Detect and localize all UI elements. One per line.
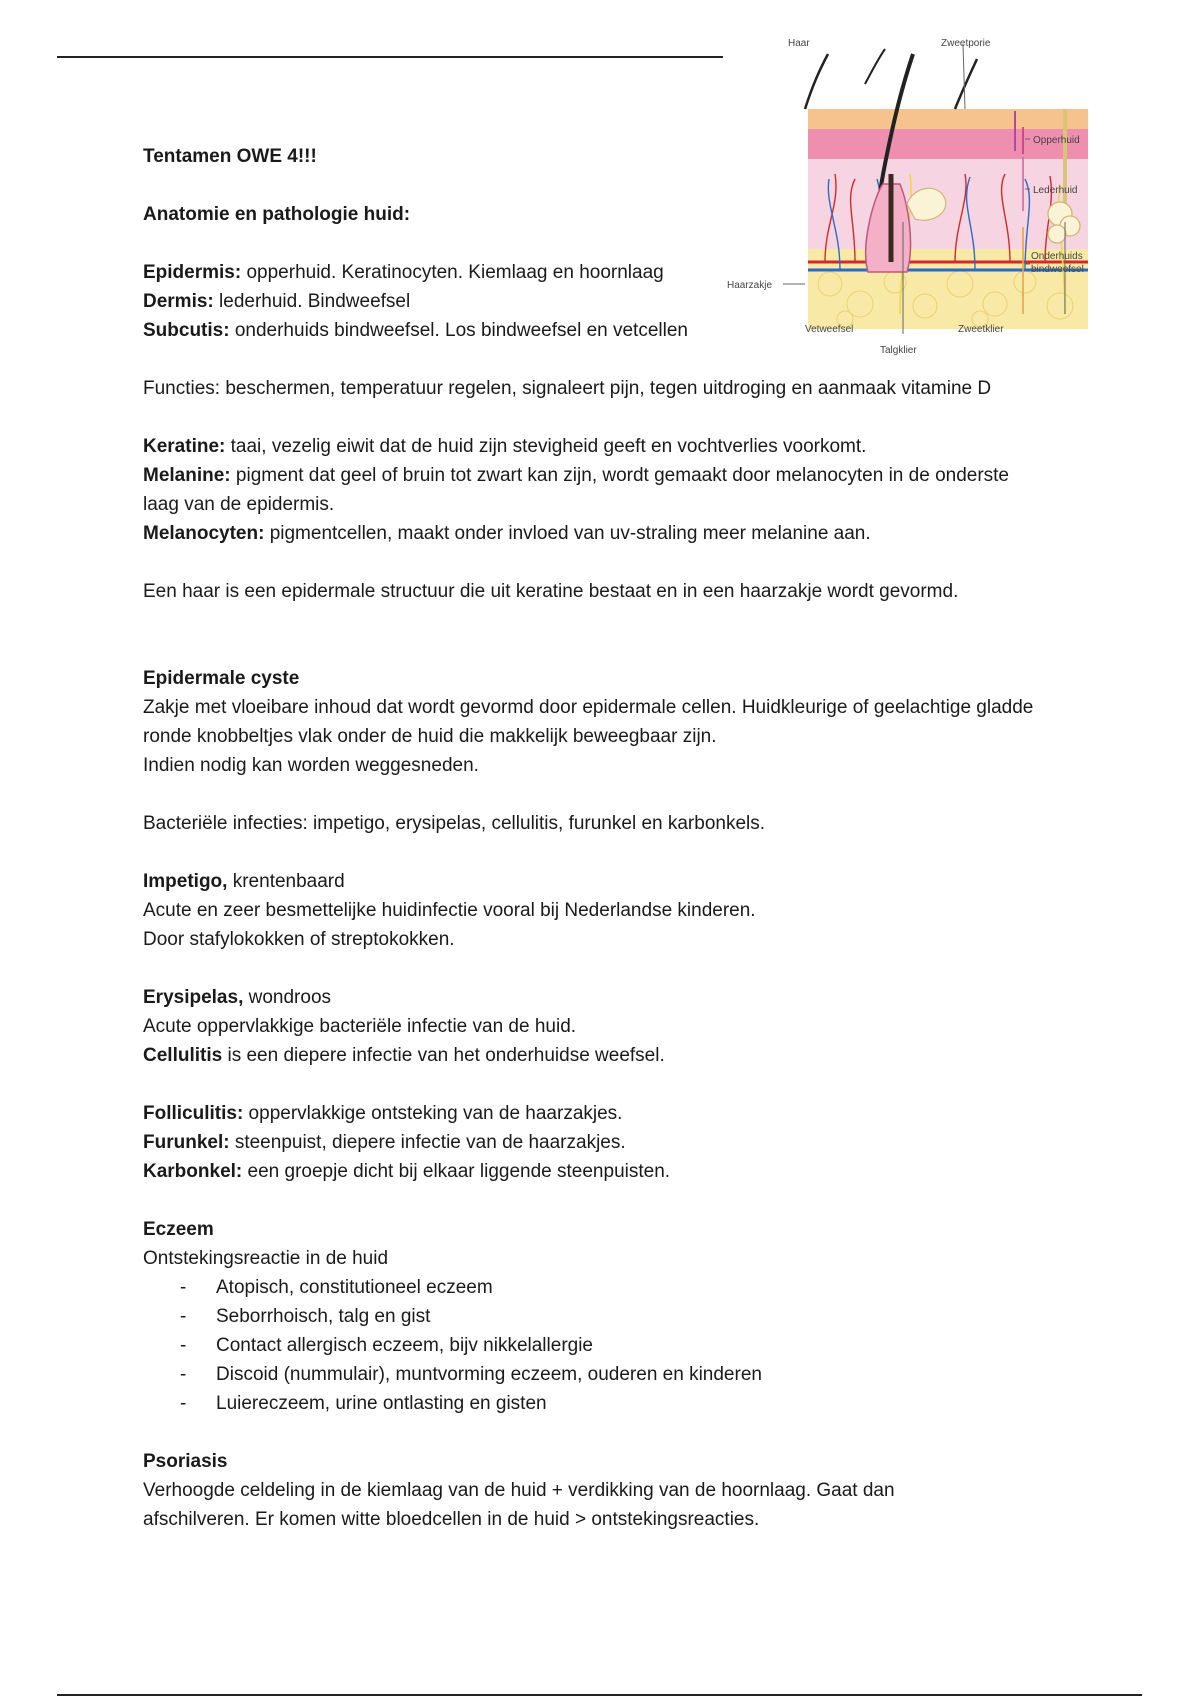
- list-item: - Discoid (nummulair), muntvorming eczeem, ouderen en kinderen: [143, 1360, 1143, 1389]
- top-rule: [57, 56, 723, 58]
- doc-subtitle: Anatomie en pathologie huid:: [143, 204, 411, 225]
- cyste-heading: Epidermale cyste: [143, 668, 300, 689]
- label-onderhuids-1: Onderhuids: [1031, 251, 1083, 262]
- eczeem-list: [143, 1273, 1143, 1418]
- def-karbonkel: Karbonkel: een groepje dicht bij elkaar liggende steenpuisten.: [143, 1161, 671, 1182]
- eczeem-heading: Eczeem: [143, 1219, 214, 1240]
- label-haarzakje: Haarzakje: [727, 280, 773, 291]
- list-item: - Luiereczeem, urine ontlasting en gisten: [143, 1389, 1143, 1418]
- layer-subcutis: Subcutis: onderhuids bindweefsel. Los bindweefsel en vetcellen: [143, 320, 688, 341]
- def-melanocyten: Melanocyten: pigmentcellen, maakt onder invloed van uv-straling meer melanine aan.: [143, 523, 871, 544]
- cyste-treatment: Indien nodig kan worden weggesneden.: [143, 755, 479, 776]
- label-opperhuid: Opperhuid: [1033, 135, 1080, 146]
- layer-epidermis: Epidermis: opperhuid. Keratinocyten. Kiemlaag en hoornlaag: [143, 262, 664, 283]
- label-vetweefsel: Vetweefsel: [805, 324, 854, 335]
- bottom-rule: [57, 1694, 1142, 1696]
- label-zweetklier: Zweetklier: [958, 324, 1004, 335]
- impetigo-heading: Impetigo, krentenbaard: [143, 871, 345, 892]
- list-item: - Contact allergisch eczeem, bijv nikkelallergie: [143, 1331, 1143, 1360]
- psoriasis-heading: Psoriasis: [143, 1451, 228, 1472]
- impetigo-line-1: Acute en zeer besmettelijke huidinfectie vooral bij Nederlandse kinderen.: [143, 900, 756, 921]
- label-zweetporie: Zweetporie: [941, 38, 991, 49]
- cellulitis-line: Cellulitis is een diepere infectie van het onderhuidse weefsel.: [143, 1045, 665, 1066]
- bacterial-infections-line: Bacteriële infecties: impetigo, erysipelas, cellulitis, furunkel en karbonkels.: [143, 813, 766, 834]
- list-item: - Seborrhoisch, talg en gist: [143, 1302, 1143, 1331]
- label-onderhuids-2: bindweefsel: [1031, 264, 1084, 275]
- label-talgklier: Talgklier: [880, 345, 917, 356]
- erysipelas-heading: Erysipelas, wondroos: [143, 987, 332, 1008]
- list-item: - Atopisch, constitutioneel eczeem: [143, 1273, 1143, 1302]
- psoriasis-description: Verhoogde celdeling in de kiemlaag van de huid + verdikking van de hoornlaag. Gaat dan afschilveren. Er komen witte bloedcellen in de huid > ontstekingsreacties.: [143, 1480, 895, 1530]
- label-haar: Haar: [788, 38, 810, 49]
- impetigo-line-2: Door stafylokokken of streptokokken.: [143, 929, 455, 950]
- def-folliculitis: Folliculitis: oppervlakkige ontsteking van de haarzakjes.: [143, 1103, 623, 1124]
- document-body: [143, 142, 1143, 1534]
- def-furunkel: Furunkel: steenpuist, diepere infectie van de haarzakjes.: [143, 1132, 626, 1153]
- functions-line: Functies: beschermen, temperatuur regelen, signaleert pijn, tegen uitdroging en aanmaak vitamine D: [143, 378, 992, 399]
- label-lederhuid: Lederhuid: [1033, 185, 1078, 196]
- eczeem-intro: Ontstekingsreactie in de huid: [143, 1248, 389, 1269]
- cyste-description: Zakje met vloeibare inhoud dat wordt gevormd door epidermale cellen. Huidkleurige of geelachtige gladde ronde knobbeltjes vlak onder de huid die makkelijk beweegbaar zijn.: [143, 697, 1034, 747]
- layer-dermis: Dermis: lederhuid. Bindweefsel: [143, 291, 411, 312]
- def-melanine: Melanine: pigment dat geel of bruin tot zwart kan zijn, wordt gemaakt door melanocyten in de onderste laag van de epidermis.: [143, 465, 1010, 515]
- def-keratine: Keratine: taai, vezelig eiwit dat de huid zijn stevigheid geeft en vochtverlies voorkomt.: [143, 436, 867, 457]
- erysipelas-line-1: Acute oppervlakkige bacteriële infectie van de huid.: [143, 1016, 577, 1037]
- doc-title: Tentamen OWE 4!!!: [143, 146, 317, 167]
- hair-paragraph: Een haar is een epidermale structuur die uit keratine bestaat en in een haarzakje wordt gevormd.: [143, 581, 959, 602]
